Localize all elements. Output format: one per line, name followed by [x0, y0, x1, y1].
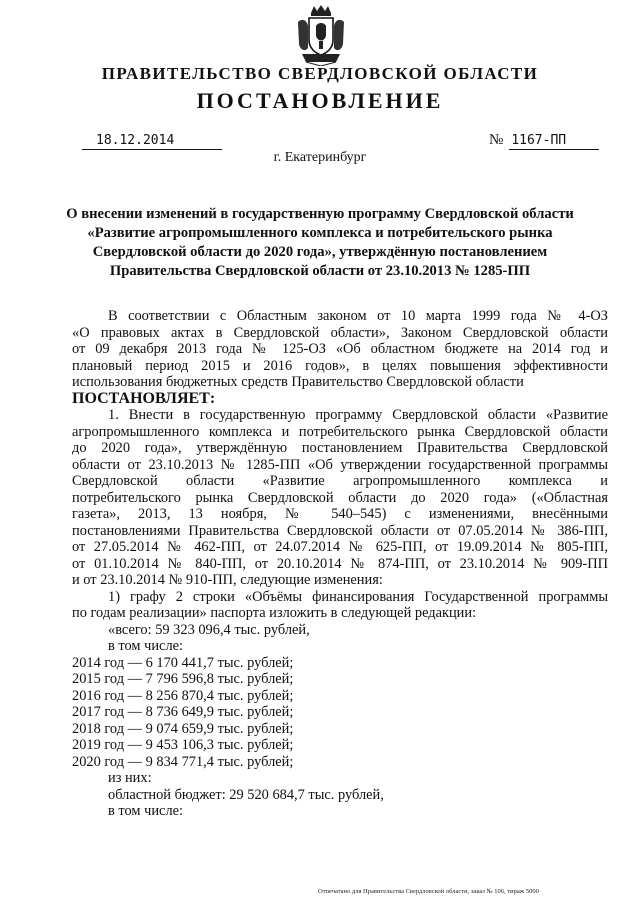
document-number: 1167-ПП [509, 133, 599, 150]
item1-line: потребительского рынка Свердловской области до 2020 года» («Областная [72, 489, 608, 506]
number-sign: № [489, 132, 504, 148]
document-number-block [489, 131, 599, 150]
title-line: Свердловской области до 2020 года», утверждённую постановлением [92, 244, 548, 260]
item1-line: до 2020 года», утверждённую постановлением Правительства Свердловской [72, 440, 608, 456]
year-line: 2016 год — 8 256 870,4 тыс. рублей; [72, 687, 294, 704]
including-line: в том числе: [108, 803, 184, 819]
title-line: О внесении изменений в государственную программу Свердловской области [66, 206, 574, 222]
preamble-line: В соответствии с Областным законом от 10 марта 1999 года № 4-ОЗ [108, 308, 608, 324]
preamble-line: от 09 декабря 2013 года № 125-ОЗ «Об областном бюджете на 2014 год и [72, 341, 608, 357]
title-line: Правительства Свердловской области от 23.10.2013 № 1285-ПП [109, 263, 531, 279]
government-name: ПРАВИТЕЛЬСТВО СВЕРДЛОВСКОЙ ОБЛАСТИ [101, 64, 539, 83]
item1-line: от 01.10.2014 № 840-ПП, от 20.10.2014 № 874-ПП, от 23.10.2014 № 909-ПП [72, 555, 608, 572]
year-line: 2015 год — 7 796 596,8 тыс. рублей; [72, 671, 294, 687]
title-line: «Развитие агропромышленного комплекса и потребительского рынка [87, 225, 553, 241]
document-title [60, 205, 580, 281]
print-footer: Отпечатано для Правительства Свердловской области, заказ № 106, тираж 5000 [318, 888, 539, 895]
item1-line: и от 23.10.2014 № 910-ПП, следующие изменения: [72, 572, 383, 588]
document-body [72, 308, 608, 820]
of-which-line: из них: [108, 770, 152, 786]
year-line: 2018 год — 9 074 659,9 тыс. рублей; [72, 720, 294, 737]
item1-line: от 27.05.2014 № 462-ПП, от 24.07.2014 № 625-ПП, от 19.09.2014 № 805-ПП, [72, 539, 608, 555]
including-line: в том числе: [108, 638, 184, 654]
preamble-line: использования бюджетных средств Правительство Свердловской области [72, 374, 524, 390]
regional-budget-line: областной бюджет: 29 520 684,7 тыс. рублей, [108, 786, 384, 803]
year-line: 2017 год — 8 736 649,9 тыс. рублей; [72, 704, 294, 720]
item1-line: газета», 2013, 13 ноября, № 540–545) с изменениями, внесёнными [72, 506, 608, 522]
sub1-line: по годам реализации» паспорта изложить в следующей редакции: [72, 605, 477, 621]
year-line: 2020 год — 9 834 771,4 тыс. рублей; [72, 753, 294, 770]
sub1-line: 1) графу 2 строки «Объёмы финансирования Государственной программы [108, 588, 608, 605]
document-type: ПОСТАНОВЛЕНИЕ [196, 88, 444, 113]
city: г. Екатеринбург [273, 150, 367, 165]
item1-line: 1. Внести в государственную программу Свердловской области «Развитие [108, 407, 608, 423]
item1-line: области от 23.10.2013 № 1285-ПП «Об утверждении государственной программы [72, 456, 608, 473]
year-line: 2019 год — 9 453 106,3 тыс. рублей; [72, 737, 294, 753]
document-date: 18.12.2014 [82, 133, 222, 150]
coat-of-arms-icon [296, 4, 346, 66]
item1-line: Свердловской области «Развитие агропромышленного комплекса и [72, 473, 608, 489]
resolves-heading: ПОСТАНОВЛЯЕТ: [72, 389, 216, 407]
preamble-line: плановый период 2015 и 2016 годов», в целях повышения эффективности [72, 357, 608, 374]
item1-line: агропромышленного комплекса и потребительского рынка Свердловской области [72, 423, 608, 440]
item1-line: постановлениями Правительства Свердловской области от 07.05.2014 № 386-ПП, [72, 522, 608, 539]
total-line: «всего: 59 323 096,4 тыс. рублей, [108, 621, 310, 638]
preamble-line: «О правовых актах в Свердловской области», Законом Свердловской области [72, 324, 608, 341]
year-line: 2014 год — 6 170 441,7 тыс. рублей; [72, 654, 294, 671]
